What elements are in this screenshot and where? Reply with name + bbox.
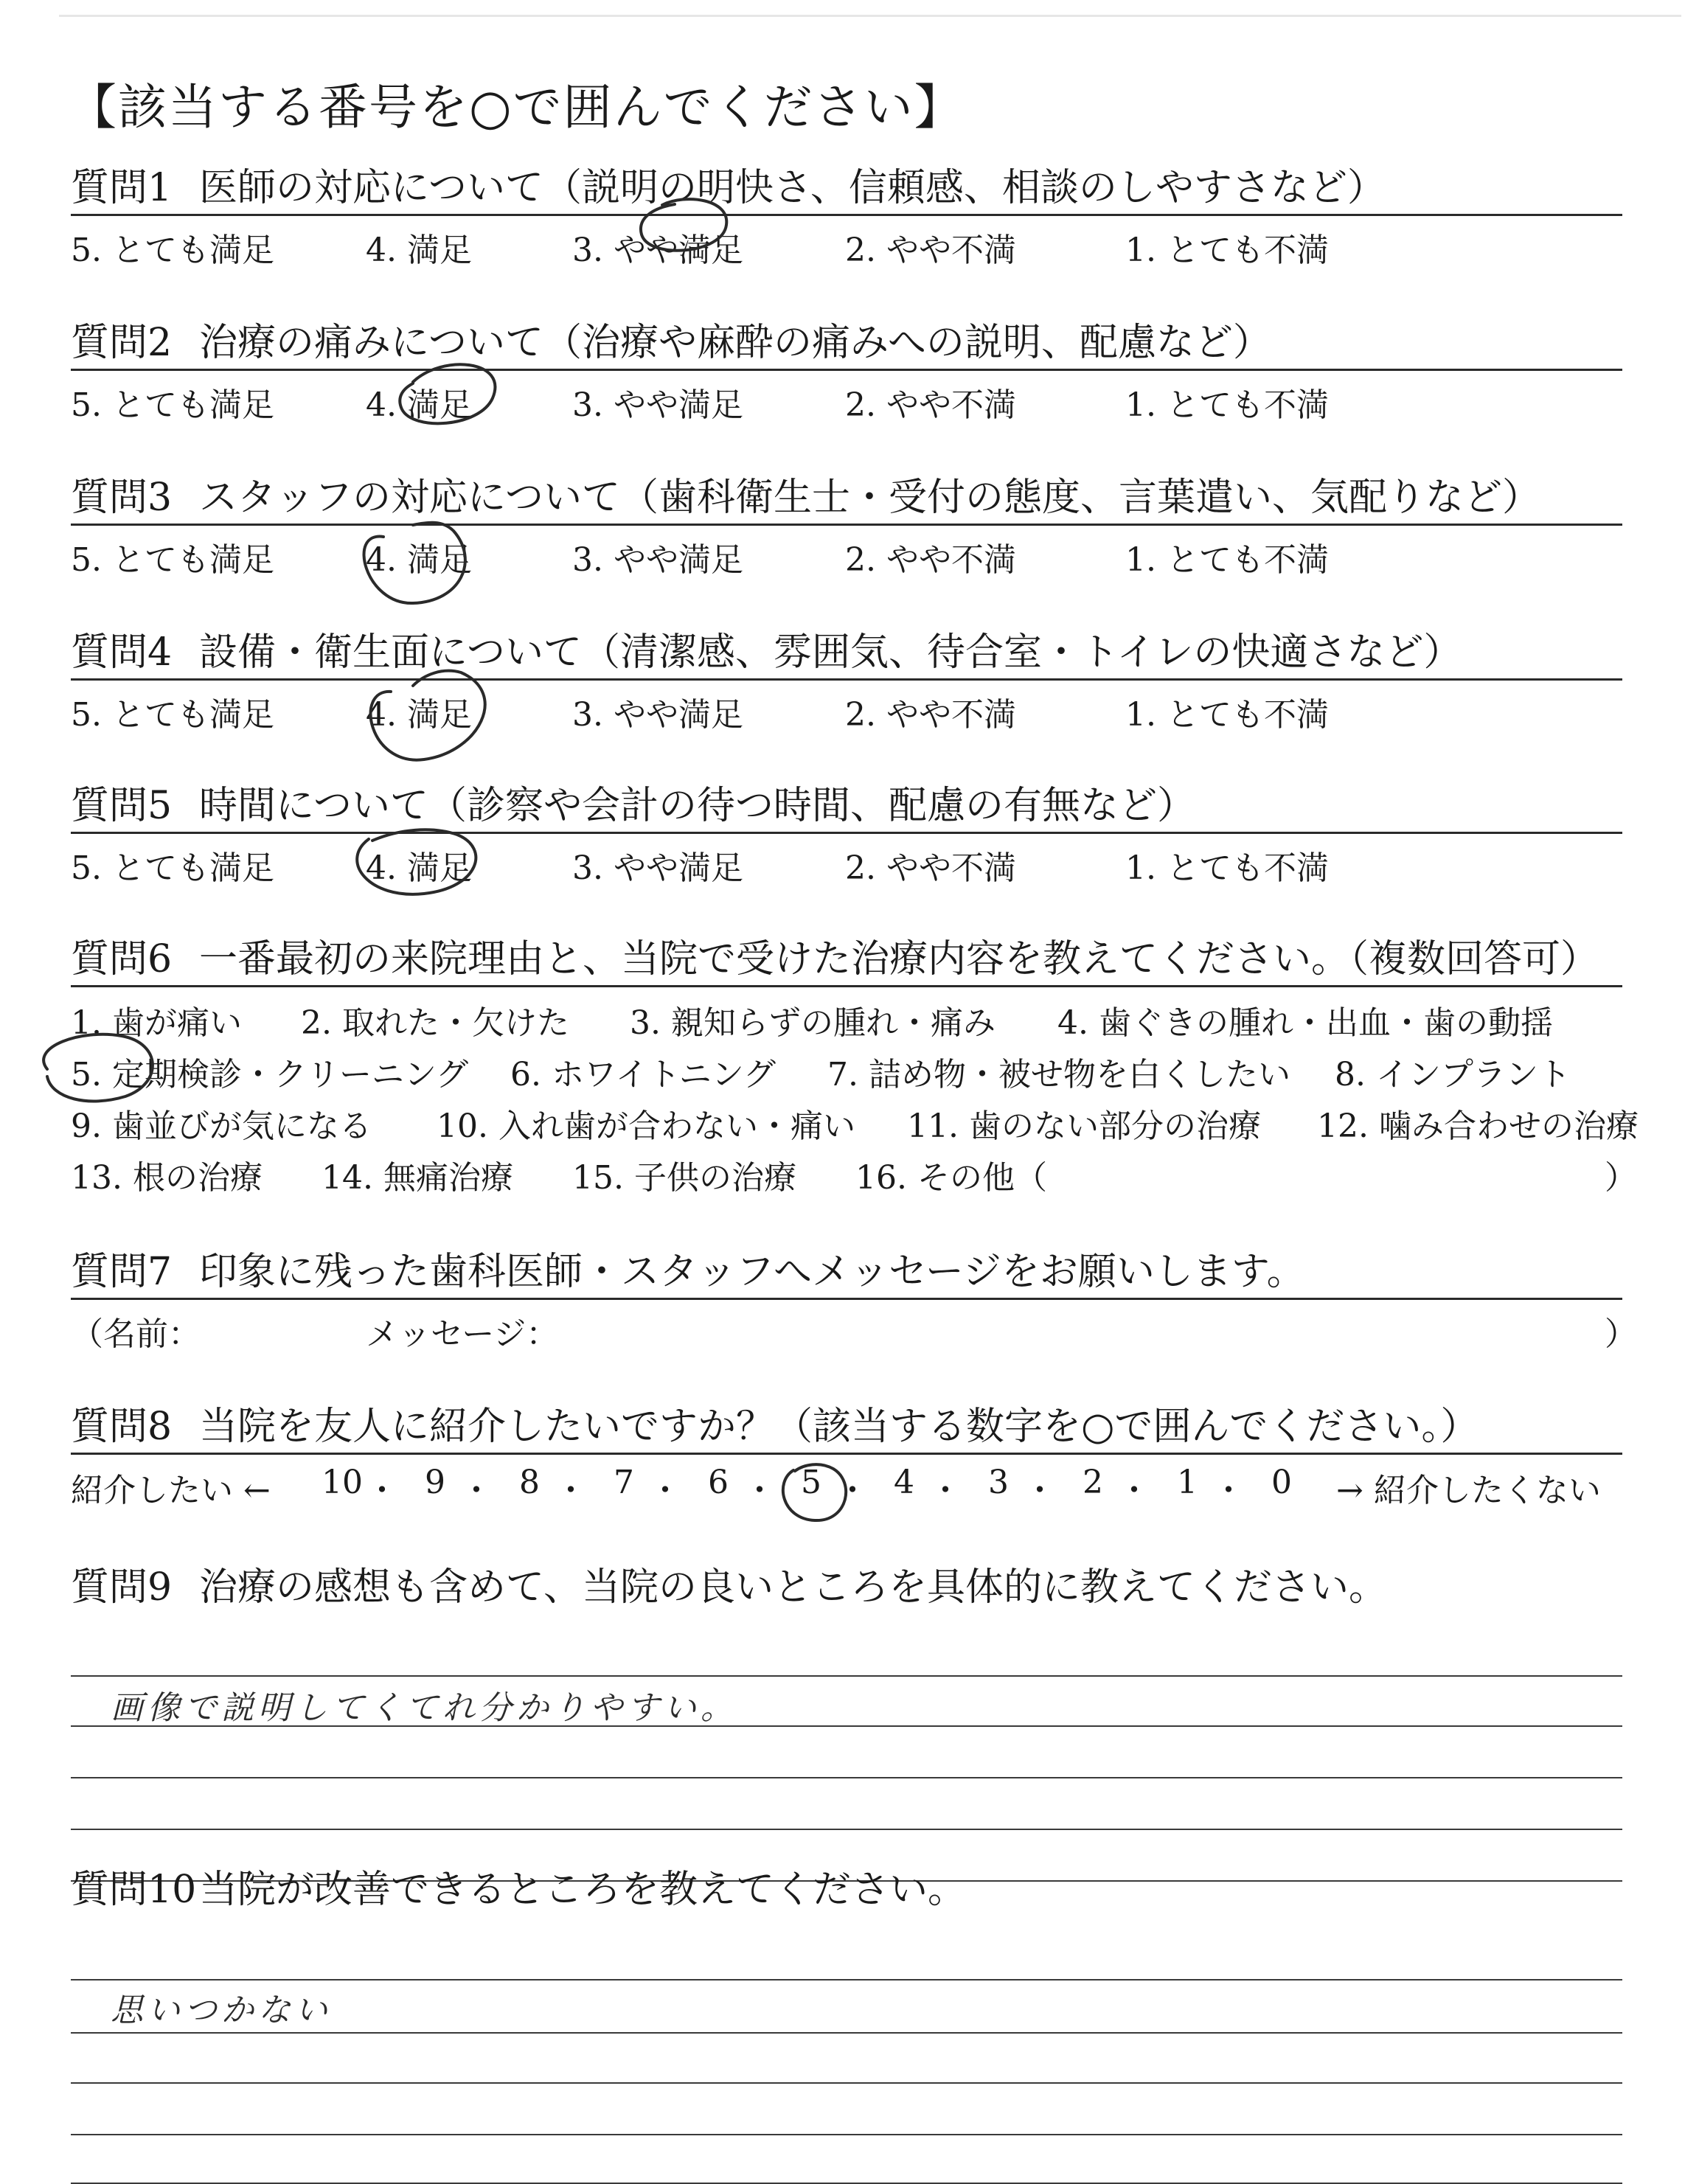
- scale-dot: ・: [555, 1472, 587, 1509]
- reason-option[interactable]: 4. 歯ぐきの腫れ・出血・歯の動揺: [1057, 1004, 1553, 1042]
- top-border: [59, 15, 1681, 17]
- question-number: 質問10: [71, 1868, 197, 1912]
- question-number: 質問1: [71, 166, 173, 210]
- question-4: [71, 627, 1622, 732]
- rating-options: [71, 371, 1622, 422]
- message-close-paren: ）: [1605, 1315, 1637, 1353]
- recommend-scale: [71, 1455, 1622, 1514]
- reason-option[interactable]: 7. 詰め物・被せ物を白くしたい: [827, 1056, 1290, 1093]
- question-number: 質問6: [71, 937, 173, 981]
- reason-option[interactable]: 13. 根の治療: [71, 1159, 263, 1197]
- question-text: 医師の対応について（説明の明快さ、信頼感、相談のしやすさなど）: [199, 166, 1386, 210]
- option-2[interactable]: 2. やや不満: [845, 849, 1016, 887]
- option-4[interactable]: 4. 満足: [366, 696, 472, 734]
- option-5[interactable]: 5. とても満足: [71, 541, 274, 579]
- reason-option[interactable]: 2. 取れた・欠けた: [301, 1004, 569, 1042]
- message-line[interactable]: [71, 1300, 1637, 1353]
- option-1[interactable]: 1. とても不満: [1125, 386, 1329, 424]
- question-1: [71, 162, 1622, 268]
- option-1[interactable]: 1. とても不満: [1125, 232, 1329, 269]
- option-3[interactable]: 3. やや満足: [572, 541, 743, 579]
- reason-option[interactable]: 6. ホワイトニング: [510, 1056, 776, 1093]
- question-9: [71, 1562, 1622, 1727]
- option-5[interactable]: 5. とても満足: [71, 849, 274, 887]
- option-5[interactable]: 5. とても満足: [71, 232, 274, 269]
- option-2[interactable]: 2. やや不満: [845, 232, 1016, 269]
- scale-dot: ・: [836, 1472, 869, 1509]
- option-4[interactable]: 4. 満足: [366, 232, 472, 269]
- question-text: 一番最初の来院理由と、当院で受けた治療内容を教えてください。（複数回答可）: [199, 937, 1599, 981]
- scale-left-label: 紹介したい ←: [71, 1472, 271, 1509]
- question-text: 当院が改善できるところを教えてください。: [199, 1868, 967, 1912]
- question-number: 質問7: [71, 1250, 173, 1294]
- question-5: [71, 780, 1622, 886]
- name-label: （名前：: [71, 1315, 201, 1353]
- question-7: [71, 1246, 1637, 1353]
- scale-dot: ・: [460, 1472, 493, 1509]
- reason-option[interactable]: 12. 噛み合わせの治療: [1317, 1107, 1639, 1145]
- reason-option[interactable]: 15. 子供の治療: [572, 1159, 796, 1197]
- question-text: 当院を友人に紹介したいですか？（該当する数字を○で囲んでください。）: [199, 1405, 1479, 1449]
- scale-right-label: → 紹介したくない: [1336, 1472, 1601, 1509]
- other-close-paren: ）: [1605, 1159, 1637, 1197]
- scale-dot: ・: [743, 1472, 776, 1509]
- question-10: [71, 1864, 1622, 2029]
- question-number: 質問4: [71, 630, 173, 675]
- reason-option[interactable]: 9. 歯並びが気になる: [71, 1107, 372, 1145]
- option-3[interactable]: 3. やや満足: [572, 386, 743, 424]
- reason-option[interactable]: 3. 親知らずの腫れ・痛み: [630, 1004, 996, 1042]
- option-1[interactable]: 1. とても不満: [1125, 849, 1329, 887]
- scale-value[interactable]: 9: [425, 1464, 445, 1501]
- option-3[interactable]: 3. やや満足: [572, 696, 743, 734]
- scale-dot: ・: [929, 1472, 962, 1509]
- ruled-line: [71, 1675, 1622, 1677]
- reason-option[interactable]: 11. 歯のない部分の治療: [907, 1107, 1261, 1145]
- ruled-line: [71, 2032, 1622, 2034]
- question-text: 治療の感想も含めて、当院の良いところを具体的に教えてください。: [199, 1565, 1387, 1610]
- handwritten-answer: 画像で説明してくてれ分かりやすい。: [111, 1689, 737, 1727]
- scale-dot: ・: [366, 1472, 398, 1509]
- rating-options: [71, 216, 1622, 268]
- scale-dot: ・: [1212, 1472, 1245, 1509]
- scale-value[interactable]: 3: [988, 1464, 1009, 1501]
- scale-dot: ・: [1118, 1472, 1150, 1509]
- ruled-line: [71, 1979, 1622, 1980]
- scale-value[interactable]: 8: [519, 1464, 540, 1501]
- question-number: 質問9: [71, 1565, 173, 1610]
- reason-option[interactable]: 16. その他（: [855, 1159, 1047, 1197]
- handwritten-answer: 思いつかない: [111, 1992, 332, 2029]
- option-2[interactable]: 2. やや不満: [845, 696, 1016, 734]
- rating-options: [71, 834, 1622, 886]
- option-5[interactable]: 5. とても満足: [71, 386, 274, 424]
- ruled-line: [71, 2134, 1622, 2135]
- ruled-line: [71, 1829, 1622, 1830]
- question-text: 治療の痛みについて（治療や麻酔の痛みへの説明、配慮など）: [199, 321, 1271, 365]
- scale-dot: ・: [649, 1472, 681, 1509]
- question-text: 印象に残った歯科医師・スタッフへメッセージをお願いします。: [199, 1250, 1305, 1294]
- option-5[interactable]: 5. とても満足: [71, 696, 274, 734]
- ruled-line: [71, 1777, 1622, 1778]
- question-text: 設備・衛生面について（清潔感、雰囲気、待合室・トイレの快適さなど）: [199, 630, 1462, 675]
- question-text: 時間について（診察や会計の待つ時間、配慮の有無など）: [199, 784, 1195, 828]
- question-text: スタッフの対応について（歯科衛生士・受付の態度、言葉遣い、気配りなど）: [199, 476, 1540, 520]
- option-4[interactable]: 4. 満足: [366, 541, 472, 579]
- scale-value[interactable]: 1: [1177, 1464, 1198, 1501]
- reason-option[interactable]: 8. インプラント: [1335, 1056, 1571, 1093]
- option-2[interactable]: 2. やや不満: [845, 386, 1016, 424]
- question-number: 質問2: [71, 321, 173, 365]
- question-number: 質問5: [71, 784, 173, 828]
- reason-option[interactable]: 5. 定期検診・クリーニング: [71, 1056, 469, 1093]
- option-4[interactable]: 4. 満足: [366, 386, 472, 424]
- message-label: メッセージ：: [366, 1315, 559, 1353]
- scale-value[interactable]: 6: [708, 1464, 729, 1501]
- scale-dot: ・: [1024, 1472, 1056, 1509]
- rating-options: [71, 681, 1622, 732]
- question-8: [71, 1401, 1622, 1514]
- scale-value[interactable]: 7: [614, 1464, 634, 1501]
- question-number: 質問3: [71, 476, 173, 520]
- reason-options: [71, 987, 1639, 1208]
- rating-options: [71, 526, 1622, 577]
- page-title: 【該当する番号を○で囲んでください】: [68, 79, 965, 136]
- scale-value[interactable]: 5: [801, 1464, 821, 1501]
- option-2[interactable]: 2. やや不満: [845, 541, 1016, 579]
- scale-value[interactable]: 4: [894, 1464, 914, 1501]
- scale-value[interactable]: 10: [322, 1464, 363, 1501]
- option-3[interactable]: 3. やや満足: [572, 232, 743, 269]
- question-number: 質問8: [71, 1405, 173, 1449]
- ruled-line: [71, 2082, 1622, 2084]
- question-6: [71, 933, 1639, 1208]
- reason-option[interactable]: 14. 無痛治療: [322, 1159, 513, 1197]
- option-1[interactable]: 1. とても不満: [1125, 541, 1329, 579]
- scale-value[interactable]: 2: [1083, 1464, 1103, 1501]
- question-3: [71, 472, 1622, 577]
- option-4[interactable]: 4. 満足: [366, 849, 472, 887]
- scale-value[interactable]: 0: [1271, 1464, 1292, 1501]
- question-2: [71, 317, 1622, 422]
- option-3[interactable]: 3. やや満足: [572, 849, 743, 887]
- option-1[interactable]: 1. とても不満: [1125, 696, 1329, 734]
- reason-option[interactable]: 10. 入れ歯が合わない・痛い: [437, 1107, 855, 1145]
- reason-option[interactable]: 1. 歯が痛い: [71, 1004, 242, 1042]
